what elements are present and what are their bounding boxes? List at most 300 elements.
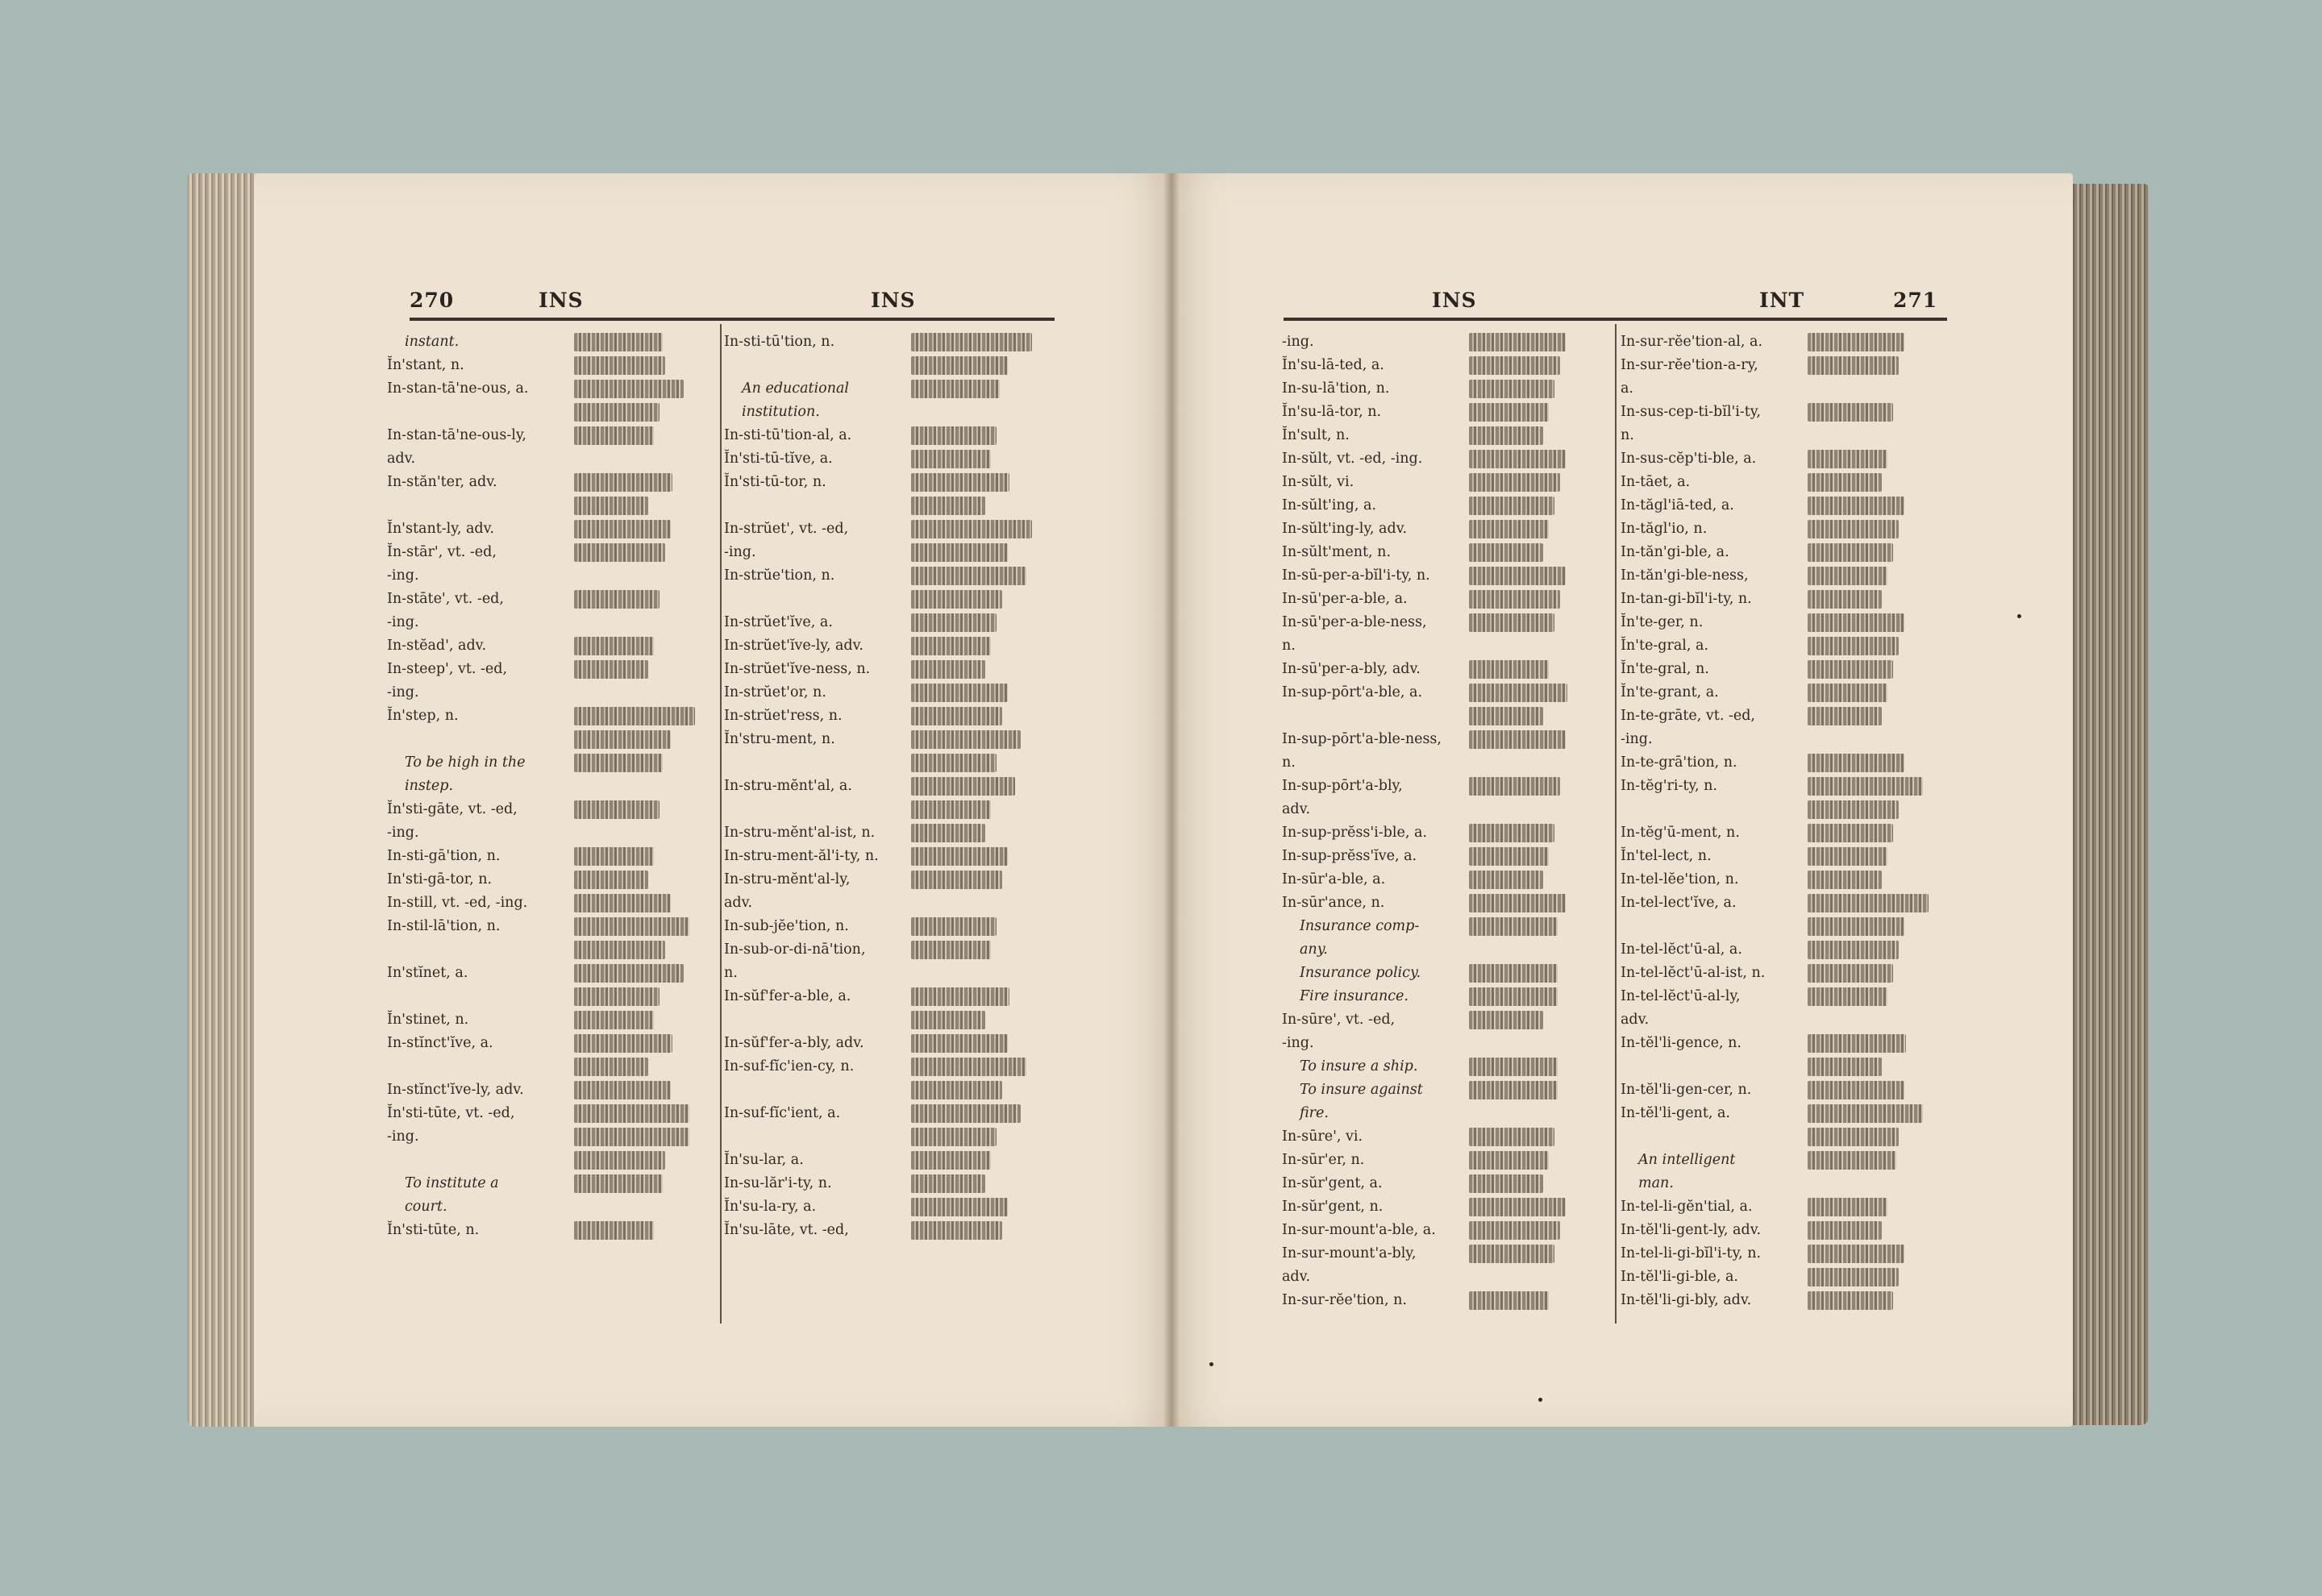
- dictionary-entry: [1282, 1289, 1612, 1312]
- dictionary-entry: [1621, 634, 1951, 658]
- japanese-gloss: [1808, 987, 1887, 1006]
- entry-headword: In-tĕl'li-gence, n.: [1621, 1035, 1742, 1051]
- japanese-gloss: [574, 707, 695, 725]
- dictionary-entry: [1621, 821, 1951, 845]
- right-page-edges: [2068, 184, 2149, 1425]
- right-page-number: 271: [1893, 289, 1938, 312]
- dictionary-entry: [724, 377, 1055, 424]
- japanese-gloss: [911, 730, 1021, 749]
- dictionary-entry: [1621, 564, 1951, 588]
- dictionary-entry: [1621, 845, 1951, 868]
- japanese-gloss: [1469, 1058, 1558, 1076]
- entry-headword: In-tăgl'iā-ted, a.: [1621, 497, 1734, 513]
- entry-headword: Ĭn'su-lā-tor, n.: [1282, 404, 1382, 420]
- entry-headword: In-su-lā'tion, n.: [1282, 380, 1390, 397]
- entry-headword: In-sur-mount'a-ble, a.: [1282, 1222, 1436, 1238]
- dictionary-entry: [1621, 1032, 1951, 1079]
- entry-headword: Ĭn'te-ger, n.: [1621, 614, 1704, 630]
- entry-headword: In-strŭet'or, n.: [724, 684, 826, 700]
- entry-headword: In-stĭnct'ĭve, a.: [387, 1035, 493, 1051]
- japanese-gloss: [574, 871, 648, 889]
- dictionary-entry: [1282, 915, 1612, 962]
- dictionary-entry: [1282, 821, 1612, 845]
- dictionary-entry: [387, 471, 718, 517]
- japanese-gloss: [911, 473, 1009, 492]
- japanese-gloss: [911, 847, 1008, 866]
- left-header-rule: [410, 318, 1055, 321]
- japanese-gloss: [1808, 964, 1893, 983]
- dictionary-entry: [724, 915, 1055, 938]
- dictionary-entry: [1282, 1125, 1612, 1149]
- dictionary-entry: [1621, 681, 1951, 704]
- entry-headword: In-sur-rĕe'tion-a-ry, a.: [1621, 357, 1758, 397]
- dictionary-entry: [1282, 517, 1612, 541]
- entry-headword: In-sup-pōrt'a-ble, a.: [1282, 684, 1423, 700]
- dictionary-entry: [1621, 704, 1951, 751]
- entry-headword: In-tel-lĕct'ū-al, a.: [1621, 941, 1742, 958]
- dictionary-entry: [1621, 494, 1951, 517]
- entry-headword: An educational institution.: [742, 380, 850, 420]
- dictionary-entry: [1282, 447, 1612, 471]
- japanese-gloss: [1808, 660, 1893, 679]
- dictionary-entry: [1282, 1079, 1612, 1125]
- japanese-gloss: [911, 1151, 991, 1170]
- japanese-gloss: [1808, 917, 1904, 936]
- japanese-gloss: [1808, 590, 1882, 609]
- japanese-gloss: [1469, 1291, 1549, 1310]
- entry-headword: Ĭn'stant, n.: [387, 357, 464, 373]
- entry-headword: In-strŭet'ĭve, a.: [724, 614, 833, 630]
- dictionary-entry: [387, 541, 718, 588]
- dictionary-entry: [1621, 775, 1951, 821]
- left-center-head: INS: [871, 289, 916, 312]
- japanese-gloss: [911, 871, 1002, 889]
- entry-headword: In-steep', vt. -ed, -ing.: [387, 661, 508, 700]
- japanese-gloss: [1469, 590, 1560, 609]
- japanese-gloss: [1469, 684, 1567, 702]
- entry-headword: Ĭn'su-lā-ted, a.: [1282, 357, 1384, 373]
- japanese-gloss: [911, 1104, 1021, 1123]
- entry-headword: In-tel-li-gi-bĭl'i-ty, n.: [1621, 1245, 1762, 1261]
- dictionary-entry: [387, 1032, 718, 1079]
- dictionary-entry: [1621, 938, 1951, 962]
- japanese-gloss: [574, 1081, 671, 1099]
- dictionary-entry: [1282, 681, 1612, 728]
- dictionary-entry: [1282, 962, 1612, 985]
- dictionary-entry: [1621, 892, 1951, 938]
- japanese-gloss: [911, 707, 1002, 725]
- japanese-gloss: [1808, 1268, 1899, 1286]
- entry-headword: In-tel-li-gĕn'tial, a.: [1621, 1199, 1753, 1215]
- japanese-gloss: [574, 941, 665, 959]
- entry-headword: In-sūr'ance, n.: [1282, 895, 1385, 911]
- entry-headword: Ĭn'stru-ment, n.: [724, 731, 835, 747]
- dictionary-entry: [1621, 1289, 1951, 1312]
- dictionary-entry: [1621, 541, 1951, 564]
- japanese-gloss: [574, 660, 648, 679]
- dictionary-entry: [1282, 1219, 1612, 1242]
- japanese-gloss: [1469, 356, 1560, 375]
- entry-headword: In-sūre', vi.: [1282, 1128, 1363, 1145]
- entry-headword: In-sū'per-a-ble, a.: [1282, 591, 1408, 607]
- entry-headword: Ĭn'sti-tū-tĭve, a.: [724, 451, 833, 467]
- dictionary-entry: [1621, 1195, 1951, 1219]
- entry-headword: In-stru-mĕnt'al-ly, adv.: [724, 871, 851, 911]
- japanese-gloss: [1469, 894, 1566, 912]
- dictionary-entry: [1282, 775, 1612, 821]
- entry-headword: In-sup-prĕss'i-ble, a.: [1282, 825, 1427, 841]
- entry-headword: In-sŭf'fer-a-bly, adv.: [724, 1035, 864, 1051]
- entry-headword: In-tel-lect'ĭve, a.: [1621, 895, 1737, 911]
- dictionary-entry: [724, 775, 1055, 821]
- right-column-rule: [1615, 324, 1617, 1324]
- entry-headword: Insurance policy.: [1300, 965, 1421, 981]
- right-column-1: [1282, 330, 1612, 1312]
- dictionary-entry: [1621, 1242, 1951, 1266]
- dictionary-entry: [387, 704, 718, 751]
- entry-headword: Ĭn'sti-tū-tor, n.: [724, 474, 826, 490]
- japanese-gloss: [911, 590, 1002, 609]
- book-gutter: [1163, 173, 1180, 1427]
- entry-headword: In-stil-lā'tion, n.: [387, 918, 501, 934]
- entry-headword: In-sus-cĕp'ti-ble, a.: [1621, 451, 1757, 467]
- left-column-1: [387, 330, 718, 1242]
- paper-speck: [2017, 614, 2021, 618]
- dictionary-entry: [724, 845, 1055, 868]
- dictionary-entry: [387, 1219, 718, 1242]
- dictionary-entry: [724, 1102, 1055, 1149]
- dictionary-entry: [387, 658, 718, 704]
- japanese-gloss: [574, 403, 660, 422]
- japanese-gloss: [911, 520, 1032, 538]
- dictionary-entry: [1621, 611, 1951, 634]
- japanese-gloss: [1808, 1198, 1887, 1216]
- entry-headword: To insure a ship.: [1300, 1058, 1418, 1074]
- japanese-gloss: [1469, 1081, 1558, 1099]
- japanese-gloss: [574, 1174, 663, 1193]
- entry-headword: In-sti-tū'tion-al, a.: [724, 427, 852, 443]
- japanese-gloss: [1469, 567, 1566, 585]
- entry-headword: In-sus-cep-ti-bĭl'i-ty, n.: [1621, 404, 1761, 443]
- japanese-gloss: [574, 1011, 654, 1029]
- dictionary-entry: [1282, 728, 1612, 775]
- entry-headword: In-tel-lĕct'ū-al-ist, n.: [1621, 965, 1766, 981]
- dictionary-entry: [1282, 985, 1612, 1008]
- entry-headword: In-strŭet', vt. -ed, -ing.: [724, 521, 849, 560]
- dictionary-entry: [1282, 1008, 1612, 1055]
- japanese-gloss: [911, 1128, 997, 1146]
- japanese-gloss: [1808, 613, 1904, 632]
- japanese-gloss: [1469, 450, 1566, 468]
- dictionary-entry: [724, 1195, 1055, 1219]
- japanese-gloss: [574, 1104, 689, 1123]
- entry-headword: In-sŭlt'ment, n.: [1282, 544, 1392, 560]
- entry-headword: An intelligent man.: [1638, 1152, 1736, 1191]
- japanese-gloss: [574, 520, 671, 538]
- dictionary-entry: [387, 634, 718, 658]
- paper-speck: [1209, 1362, 1213, 1366]
- dictionary-entry: [387, 1172, 718, 1219]
- entry-headword: In-te-grāte, vt. -ed, -ing.: [1621, 708, 1755, 747]
- japanese-gloss: [1808, 1034, 1906, 1053]
- japanese-gloss: [1469, 871, 1543, 889]
- japanese-gloss: [911, 987, 1009, 1006]
- entry-headword: In-tan-gi-bĭl'i-ty, n.: [1621, 591, 1752, 607]
- entry-headword: In-tĕl'li-gi-ble, a.: [1621, 1269, 1738, 1285]
- japanese-gloss: [911, 1034, 1008, 1053]
- dictionary-entry: [1621, 751, 1951, 775]
- entry-headword: Ĭn'stinet, n.: [387, 1012, 469, 1028]
- japanese-gloss: [1808, 1245, 1904, 1263]
- japanese-gloss: [1808, 1221, 1882, 1240]
- dictionary-entry: [1282, 354, 1612, 377]
- entry-headword: In-tel-lĕe'tion, n.: [1621, 871, 1739, 887]
- entry-headword: In-sur-rĕe'tion-al, a.: [1621, 334, 1763, 350]
- japanese-gloss: [574, 917, 689, 936]
- dictionary-entry: [724, 447, 1055, 471]
- dictionary-entry: [1282, 541, 1612, 564]
- dictionary-entry: [724, 821, 1055, 845]
- dictionary-entry: [1621, 447, 1951, 471]
- dictionary-entry: [387, 424, 718, 471]
- dictionary-entry: [1621, 658, 1951, 681]
- dictionary-entry: [1621, 354, 1951, 401]
- dictionary-entry: [724, 611, 1055, 634]
- dictionary-entry: [1282, 1055, 1612, 1079]
- entry-headword: Ĭn'tel-lect, n.: [1621, 848, 1712, 864]
- dictionary-entry: [724, 1055, 1055, 1102]
- japanese-gloss: [1469, 730, 1566, 749]
- left-page-edges: [187, 173, 260, 1427]
- japanese-gloss: [1808, 450, 1887, 468]
- japanese-gloss: [1469, 1221, 1560, 1240]
- entry-headword: In-sur-mount'a-bly, adv.: [1282, 1245, 1417, 1285]
- japanese-gloss: [911, 380, 1000, 398]
- dictionary-entry: [724, 424, 1055, 447]
- japanese-gloss: [1469, 333, 1566, 351]
- japanese-gloss: [574, 426, 654, 445]
- dictionary-entry: [1621, 1079, 1951, 1102]
- japanese-gloss: [574, 1058, 648, 1076]
- japanese-gloss: [911, 497, 985, 515]
- dictionary-entry: [1621, 962, 1951, 985]
- japanese-gloss: [574, 497, 648, 515]
- entry-headword: In-sŭr'gent, n.: [1282, 1199, 1384, 1215]
- dictionary-entry: [724, 728, 1055, 775]
- japanese-gloss: [1808, 637, 1899, 655]
- japanese-gloss: [911, 1174, 985, 1193]
- japanese-gloss: [1469, 426, 1543, 445]
- dictionary-entry: [387, 517, 718, 541]
- left-column-rule: [720, 324, 722, 1324]
- entry-headword: In-sti-tū'tion, n.: [724, 334, 835, 350]
- dictionary-entry: [1621, 471, 1951, 494]
- japanese-gloss: [1808, 333, 1904, 351]
- japanese-gloss: [911, 1011, 985, 1029]
- japanese-gloss: [911, 613, 997, 632]
- dictionary-entry: [387, 798, 718, 845]
- entry-headword: In-tel-lĕct'ū-al-ly, adv.: [1621, 988, 1741, 1028]
- japanese-gloss: [1469, 497, 1554, 515]
- entry-headword: In-sūre', vt. -ed, -ing.: [1282, 1012, 1396, 1051]
- japanese-gloss: [911, 1081, 1002, 1099]
- dictionary-entry: [387, 330, 718, 354]
- japanese-gloss: [574, 1128, 689, 1146]
- entry-headword: In-sŭf'fer-a-ble, a.: [724, 988, 851, 1004]
- entry-headword: Ĭn'step, n.: [387, 708, 459, 724]
- dictionary-entry: [724, 658, 1055, 681]
- japanese-gloss: [1808, 1058, 1882, 1076]
- japanese-gloss: [574, 800, 660, 819]
- entry-headword: In-sūr'a-ble, a.: [1282, 871, 1386, 887]
- japanese-gloss: [1469, 824, 1554, 842]
- japanese-gloss: [911, 684, 1008, 702]
- entry-headword: In-stăn'ter, adv.: [387, 474, 497, 490]
- japanese-gloss: [1808, 473, 1882, 492]
- japanese-gloss: [911, 1221, 1002, 1240]
- japanese-gloss: [574, 987, 660, 1006]
- dictionary-entry: [387, 845, 718, 868]
- entry-headword: In-stĕad', adv.: [387, 638, 487, 654]
- japanese-gloss: [574, 543, 665, 562]
- right-running-head: INT: [1759, 289, 1805, 312]
- entry-headword: In-sur-rĕe'tion, n.: [1282, 1292, 1407, 1308]
- entry-headword: In-stāte', vt. -ed, -ing.: [387, 591, 504, 630]
- japanese-gloss: [1808, 800, 1899, 819]
- japanese-gloss: [574, 356, 665, 375]
- entry-headword: In-stan-tā'ne-ous, a.: [387, 380, 529, 397]
- japanese-gloss: [1469, 1198, 1566, 1216]
- dictionary-entry: [1621, 1149, 1951, 1195]
- entry-headword: In-sū'per-a-ble-ness, n.: [1282, 614, 1427, 654]
- japanese-gloss: [574, 847, 654, 866]
- entry-headword: In-te-grā'tion, n.: [1621, 754, 1737, 771]
- japanese-gloss: [911, 426, 997, 445]
- left-running-head: INS: [539, 289, 584, 312]
- japanese-gloss: [1469, 543, 1543, 562]
- japanese-gloss: [1808, 871, 1882, 889]
- dictionary-entry: [1282, 868, 1612, 892]
- japanese-gloss: [911, 543, 1008, 562]
- entry-headword: In-sup-prĕss'ĭve, a.: [1282, 848, 1417, 864]
- dictionary-entry: [1621, 985, 1951, 1032]
- entry-headword: In-stru-mĕnt'al, a.: [724, 778, 852, 794]
- japanese-gloss: [1808, 356, 1899, 375]
- japanese-gloss: [574, 1034, 672, 1053]
- dictionary-entry: [387, 354, 718, 377]
- dictionary-entry: [1621, 1102, 1951, 1149]
- dictionary-entry: [1621, 1266, 1951, 1289]
- japanese-gloss: [574, 333, 663, 351]
- japanese-gloss: [1469, 1128, 1554, 1146]
- japanese-gloss: [1469, 917, 1558, 936]
- entry-headword: In-tăn'gi-ble-ness,: [1621, 567, 1749, 584]
- japanese-gloss: [1808, 777, 1923, 796]
- dictionary-entry: [1282, 1149, 1612, 1172]
- dictionary-entry: [724, 985, 1055, 1032]
- japanese-gloss: [911, 637, 991, 655]
- japanese-gloss: [1469, 520, 1549, 538]
- entry-headword: Ĭn'te-gral, a.: [1621, 638, 1709, 654]
- entry-headword: In-tĕl'li-gent-ly, adv.: [1621, 1222, 1762, 1238]
- dictionary-entry: [724, 704, 1055, 728]
- japanese-gloss: [911, 356, 1008, 375]
- dictionary-entry: [387, 1102, 718, 1172]
- entry-headword: In-tĕl'li-gen-cer, n.: [1621, 1082, 1752, 1098]
- entry-headword: In-sūr'er, n.: [1282, 1152, 1365, 1168]
- dictionary-entry: [724, 1032, 1055, 1055]
- dictionary-entry: [724, 868, 1055, 915]
- entry-headword: In-tăn'gi-ble, a.: [1621, 544, 1729, 560]
- entry-headword: In-suf-fĭc'ien-cy, n.: [724, 1058, 855, 1074]
- entry-headword: In-tĕg'ri-ty, n.: [1621, 778, 1717, 794]
- japanese-gloss: [1808, 684, 1887, 702]
- left-column-2: [724, 330, 1055, 1242]
- dictionary-entry: [387, 751, 718, 798]
- japanese-gloss: [1469, 847, 1549, 866]
- entry-headword: In-sū'per-a-bly, adv.: [1282, 661, 1421, 677]
- entry-headword: In-sup-pōrt'a-ble-ness, n.: [1282, 731, 1442, 771]
- entry-headword: Ĭn'su-la-ry, a.: [724, 1199, 817, 1215]
- entry-headword: In-strŭe'tion, n.: [724, 567, 835, 584]
- entry-headword: Fire insurance.: [1300, 988, 1409, 1004]
- entry-headword: In-strŭet'ĭve-ness, n.: [724, 661, 871, 677]
- japanese-gloss: [1808, 941, 1899, 959]
- dictionary-entry: [1282, 1195, 1612, 1219]
- dictionary-entry: [387, 1008, 718, 1032]
- japanese-gloss: [1469, 1174, 1543, 1193]
- dictionary-entry: [1282, 330, 1612, 354]
- entry-headword: In-tăgl'io, n.: [1621, 521, 1708, 537]
- entry-headword: To be high in the instep.: [405, 754, 526, 794]
- dictionary-entry: [1282, 845, 1612, 868]
- dictionary-entry: [724, 634, 1055, 658]
- dictionary-entry: [724, 517, 1055, 564]
- japanese-gloss: [911, 800, 991, 819]
- dictionary-entry: [1621, 401, 1951, 447]
- entry-headword: Ĭn'su-lāte, vt. -ed,: [724, 1222, 849, 1238]
- entry-headword: -ing.: [1282, 334, 1314, 350]
- entry-headword: In'sti-gā-tor, n.: [387, 871, 493, 887]
- paper-speck: [1538, 1398, 1542, 1402]
- entry-headword: Ĭn'sti-gāte, vt. -ed, -ing.: [387, 801, 518, 841]
- entry-headword: In-strŭet'ress, n.: [724, 708, 843, 724]
- dictionary-entry: [1621, 1219, 1951, 1242]
- entry-headword: Ĭn'te-gral, n.: [1621, 661, 1709, 677]
- dictionary-entry: [387, 962, 718, 1008]
- dictionary-entry: [724, 1219, 1055, 1242]
- entry-headword: Insurance comp- any.: [1300, 918, 1420, 958]
- dictionary-entry: [1621, 330, 1951, 354]
- japanese-gloss: [1808, 403, 1893, 422]
- japanese-gloss: [574, 964, 684, 983]
- japanese-gloss: [1469, 473, 1560, 492]
- japanese-gloss: [1808, 497, 1904, 515]
- japanese-gloss: [911, 333, 1032, 351]
- dictionary-entry: [387, 892, 718, 915]
- dictionary-entry: [1282, 588, 1612, 611]
- japanese-gloss: [1469, 987, 1558, 1006]
- japanese-gloss: [911, 1058, 1026, 1076]
- dictionary-entry: [724, 681, 1055, 704]
- japanese-gloss: [574, 637, 654, 655]
- japanese-gloss: [574, 590, 660, 609]
- left-page-number: 270: [410, 289, 455, 312]
- japanese-gloss: [574, 473, 672, 492]
- entry-headword: Ĭn'sult, n.: [1282, 427, 1350, 443]
- japanese-gloss: [911, 1198, 1008, 1216]
- dictionary-entry: [1621, 517, 1951, 541]
